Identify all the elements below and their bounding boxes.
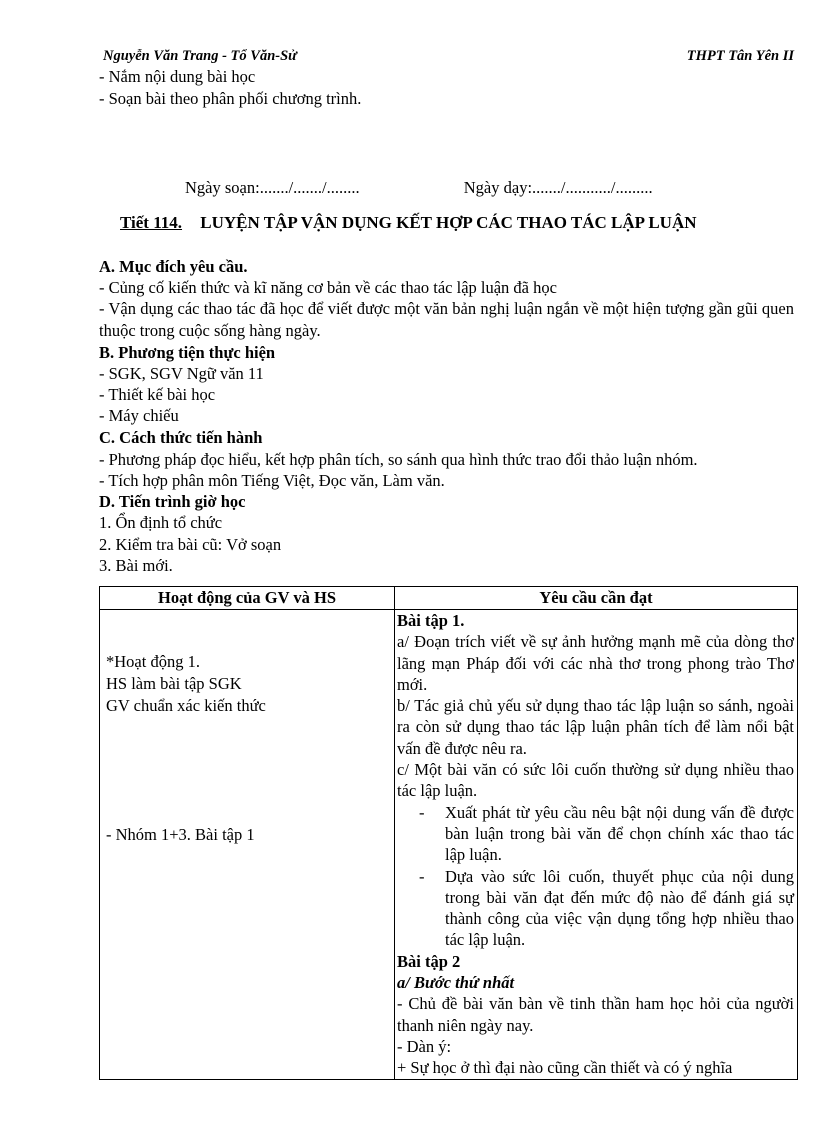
exercise-1-heading: Bài tập 1. [397, 611, 465, 630]
exercise-1-c: c/ Một bài văn có sức lôi cuốn thường sử dụng nhiều thao tác lập luận. [397, 760, 794, 801]
outline-point: + Sự học ở thì đại nào cũng cần thiết và có ý nghĩa [397, 1058, 733, 1078]
step-1-heading: a/ Bước thứ nhất [397, 973, 515, 993]
page-header [103, 48, 794, 68]
section-d-line: 2. Kiểm tra bài cũ: Vở soạn [99, 535, 282, 554]
section-b-line: - Thiết kế bài học [99, 385, 216, 404]
exercise-1-b: b/ Tác giả chủ yếu sử dụng thao tác lập luận so sánh, ngoài ra còn sử dụng thao tác lập luận phân tích để làm nổi bật vấn đề được nêu ra. [397, 696, 794, 758]
lesson-number: Tiết 114. [120, 213, 183, 232]
table-header-row [100, 587, 798, 610]
activity-cell [100, 610, 395, 1080]
date-soan: Ngày soạn:......./......./........ [185, 178, 360, 197]
exercise-1-bullets [397, 802, 794, 951]
section-c-heading: C. Cách thức tiến hành [99, 428, 263, 447]
lesson-table [99, 586, 798, 1080]
section-d-line: 3. Bài mới. [99, 556, 173, 575]
section-d-heading: D. Tiến trình giờ học [99, 492, 246, 511]
table-row [100, 610, 798, 1080]
activity-nhom: - Nhóm 1+3. Bài tập 1 [106, 825, 255, 844]
requirement-cell [395, 610, 798, 1080]
activity-gv: GV chuẩn xác kiến thức [106, 696, 266, 715]
exercise-1-a: a/ Đoạn trích viết về sự ảnh hưởng mạnh mẽ của dòng thơ lãng mạn Pháp đối với các nhà thơ trong phong trào Thơ mới. [397, 632, 794, 694]
col-header-requirement: Yêu cầu cần đạt [395, 587, 798, 610]
list-item: - Xuất phát từ yêu cầu nêu bật nội dung vấn đề được bàn luận trong bài văn để chọn chính xác thao tác lập luận. [419, 802, 794, 865]
lesson-title [120, 213, 697, 233]
intro-line-2: - Soạn bài theo phân phối chương trình. [99, 89, 362, 108]
exercise-2-topic: - Chủ đề bài văn bàn về tinh thần ham học hỏi của người thanh niên ngày nay. [397, 994, 794, 1035]
col-header-activity: Hoạt động của GV và HS [100, 587, 395, 610]
section-b-heading: B. Phương tiện thực hiện [99, 343, 276, 362]
date-day: Ngày dạy:......./.........../......... [463, 178, 653, 197]
section-a-line: - Củng cố kiến thức và kĩ năng cơ bản về các thao tác lập luận đã học [99, 278, 557, 297]
section-a-line: - Vận dụng các thao tác đã học để viết được một văn bản nghị luận ngắn về một hiện tượng gần gũi quen thuộc trong cuộc sống hàng ngày. [99, 299, 794, 340]
activity-hd1: *Hoạt động 1. [106, 652, 200, 671]
lesson-title-text: LUYỆN TẬP VẬN DỤNG KẾT HỢP CÁC THAO TÁC LẬP LUẬN [200, 213, 697, 232]
section-b-line: - Máy chiếu [99, 406, 179, 425]
section-c-line: - Tích hợp phân môn Tiếng Việt, Đọc văn, Làm văn. [99, 471, 445, 490]
header-author: Nguyễn Văn Trang - Tổ Văn-Sử [103, 48, 297, 64]
list-item: - Dựa vào sức lôi cuốn, thuyết phục của nội dung trong bài văn đạt đến mức độ nào để đánh giá sự thành công của việc vận dụng tổng hợp nhiều thao tác lập luận. [419, 866, 794, 950]
activity-hs: HS làm bài tập SGK [106, 674, 242, 693]
section-b-line: - SGK, SGV Ngữ văn 11 [99, 364, 264, 383]
header-school: THPT Tân Yên II [686, 48, 794, 64]
section-a-heading: A. Mục đích yêu cầu. [99, 257, 248, 276]
outline-label: - Dàn ý: [397, 1036, 452, 1056]
exercise-2-heading: Bài tập 2 [397, 951, 461, 971]
date-row [185, 178, 653, 198]
section-d-line: 1. Ổn định tổ chức [99, 513, 223, 532]
intro-line-1: - Nắm nội dung bài học [99, 67, 256, 86]
section-c-line: - Phương pháp đọc hiểu, kết hợp phân tích, so sánh qua hình thức trao đổi thảo luận nhóm. [99, 450, 698, 469]
